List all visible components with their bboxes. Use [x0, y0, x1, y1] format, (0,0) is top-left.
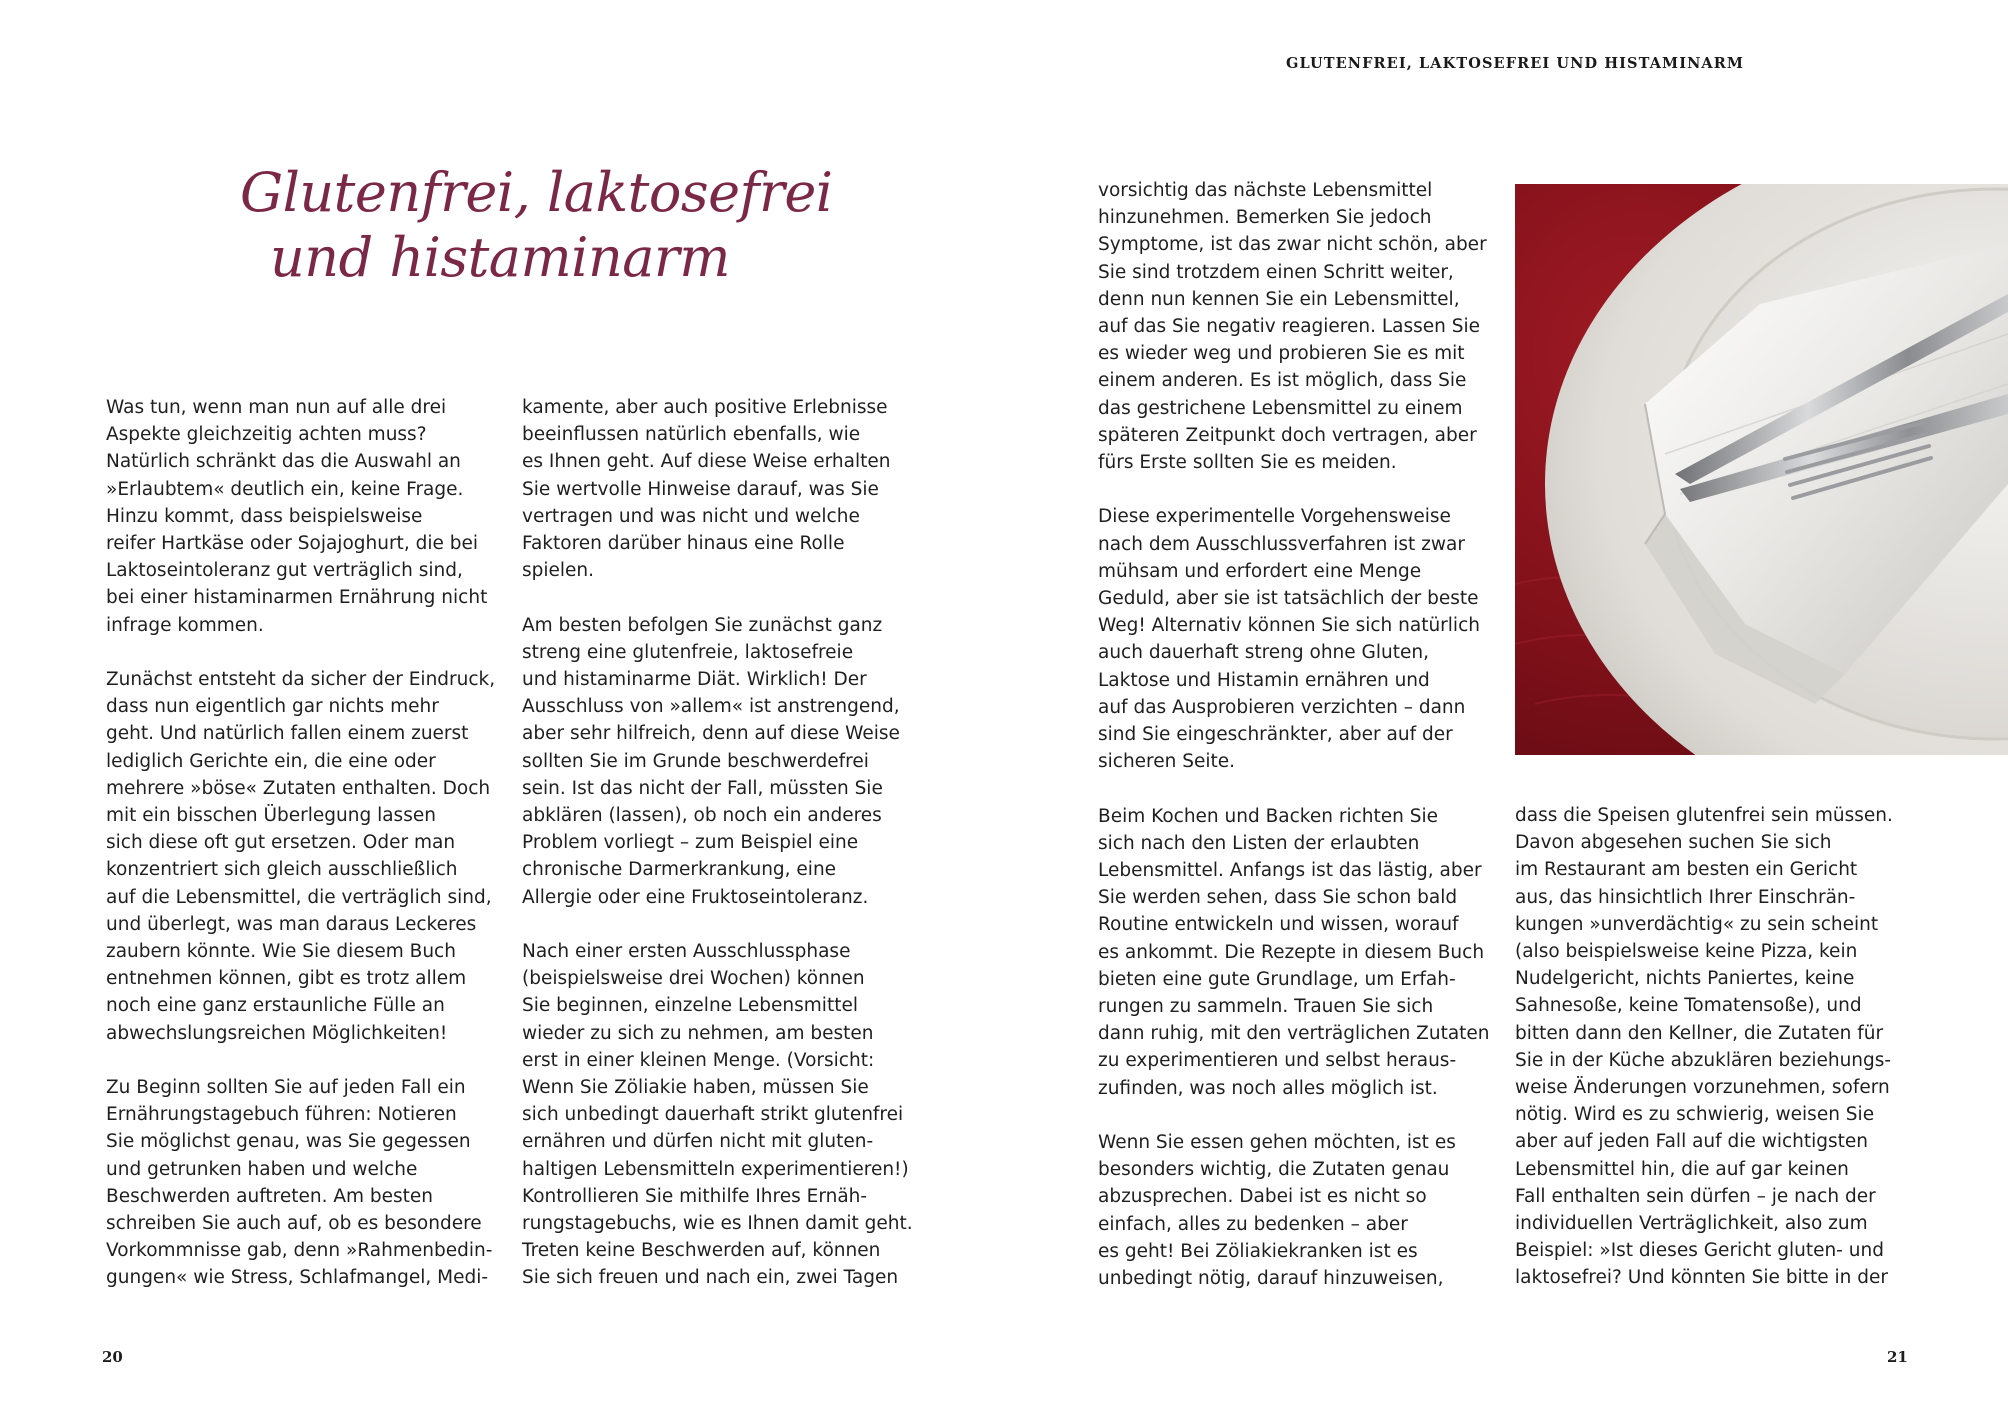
paragraph: dass die Speisen glutenfrei sein müssen. Davon abgesehen suchen Sie sich im Restaurant am besten ein Gericht aus, das hinsichtlich Ihrer Einschrän- kungen »unverdächtig« zu sein scheint (also beispielsweise keine Pizza, kein Nudelgericht, nichts Paniertes, keine Sahnesoße, keine Tomatensoße), und bitten dann den Kellner, die Zutaten für Sie in der Küche abzuklären beziehungs- weise Änderungen vorzunehmen, sofern nötig. Wird es zu schwierig, weisen Sie aber auf jeden Fall auf die wichtigsten Lebensmittel hin, die auf gar keinen Fall enthalten sein dürfen – je nach der individuellen Verträglichkeit, also zum Beispiel: »Ist dieses Gericht gluten- und laktosefrei? Und könnten Sie bitte in der [1515, 805, 1893, 1289]
chapter-title-line-1: Glutenfrei, laktosefrei [240, 161, 833, 224]
text-column-1 [106, 394, 506, 1292]
chapter-title [240, 160, 833, 290]
paragraph: Am besten befolgen Sie zunächst ganz streng eine glutenfreie, laktosefreie und histaminarme Diät. Wirklich! Der Ausschluss von »allem« ist anstrengend, aber sehr hilfreich, denn auf diese Weise sollten Sie im Grunde beschwerdefrei sein. Ist das nicht der Fall, müssten Sie abklären (lassen), ob noch ein anderes Problem vorliegt – zum Beispiel eine chronische Darmerkrankung, eine Allergie oder eine Fruktoseintoleranz. [522, 614, 900, 908]
paragraph: Nach einer ersten Ausschlussphase (beispielsweise drei Wochen) können Sie beginnen, einzelne Lebensmittel wieder zu sich zu nehmen, am besten erst in einer kleinen Menge. (Vorsicht: Wenn Sie Zöliakie haben, müssen Sie sich unbedingt dauerhaft strikt glutenfrei ernähren und dürfen nicht mit gluten- haltigen Lebensmitteln experimentieren!) Kontrollieren Sie mithilfe Ihres Ernäh- rungstagebuchs, wie es Ihnen damit geht. Treten keine Beschwerden auf, können Sie sich freuen und nach ein, zwei Tagen [522, 941, 913, 1289]
paragraph: kamente, aber auch positive Erlebnisse beeinflussen natürlich ebenfalls, wie es Ihnen geht. Auf diese Weise erhalten Sie wertvolle Hinweise darauf, was Sie vertragen und was nicht und welche Faktoren darüber hinaus eine Rolle spielen. [522, 397, 891, 582]
text-column-2 [522, 394, 922, 1292]
text-column-3 [1098, 177, 1498, 1292]
paragraph: Was tun, wenn man nun auf alle drei Aspekte gleichzeitig achten muss? Natürlich schränkt das die Auswahl an »Erlaubtem« deutlich ein, keine Frage. Hinzu kommt, dass beispielsweise reifer Hartkäse oder Sojajoghurt, die bei Laktoseintoleranz gut verträglich sind, bei einer histaminarmen Ernährung nicht infrage kommen. [106, 397, 488, 636]
paragraph: Diese experimentelle Vorgehensweise nach dem Ausschlussverfahren ist zwar mühsam und erfordert eine Menge Geduld, aber sie ist tatsächlich der beste Weg! Alternativ können Sie sich natürlich auch dauerhaft streng ohne Gluten, Laktose und Histamin ernähren und auf das Ausprobieren verzichten – dann sind Sie eingeschränkter, aber auf der sicheren Seite. [1098, 506, 1480, 773]
paragraph: Wenn Sie essen gehen möchten, ist es besonders wichtig, die Zutaten genau abzusprechen. Dabei ist es nicht so einfach, alles zu bedenken – aber es geht! Bei Zöliakiekranken ist es unbedingt nötig, darauf hinzuweisen, [1098, 1132, 1456, 1290]
paragraph: Zunächst entsteht da sicher der Eindruck, dass nun eigentlich gar nichts mehr geht. Und natürlich fallen einem zuerst lediglich Gerichte ein, die eine oder mehrere »böse« Zutaten enthalten. Doch mit ein bisschen Überlegung lassen sich diese oft gut ersetzen. Oder man konzentriert sich gleich ausschließlich auf die Lebensmittel, die verträglich sind, und überlegt, was man daraus Leckeres zaubern könnte. Wie Sie diesem Buch entnehmen können, gibt es trotz allem noch eine ganz erstaunliche Fülle an abwechslungsreichen Möglichkeiten! [106, 669, 496, 1044]
plate-photo [1515, 184, 2008, 755]
text-column-4 [1515, 802, 1915, 1292]
page-number-right: 21 [1887, 1348, 1908, 1366]
paragraph: Zu Beginn sollten Sie auf jeden Fall ein Ernährungstagebuch führen: Notieren Sie möglichst genau, was Sie gegessen und getrunken haben und welche Beschwerden auftreten. Am besten schreiben Sie auch auf, ob es besondere Vorkommnisse gab, denn »Rahmenbedin- gungen« wie Stress, Schlafmangel, Medi- [106, 1077, 493, 1289]
page-number-left: 20 [102, 1348, 123, 1366]
running-head: GLUTENFREI, LAKTOSEFREI UND HISTAMINARM [1286, 55, 1745, 72]
plate-illustration [1515, 184, 2008, 755]
chapter-title-line-2: und histaminarm [270, 226, 730, 289]
paragraph: Beim Kochen und Backen richten Sie sich nach den Listen der erlaubten Lebensmittel. Anfangs ist das lästig, aber Sie werden sehen, dass Sie schon bald Routine entwickeln und wissen, worauf es ankommt. Die Rezepte in diesem Buch bieten eine gute Grundlage, um Erfah- rungen zu sammeln. Trauen Sie sich dann ruhig, mit den verträglichen Zutaten zu experimentieren und selbst heraus- zufinden, was noch alles möglich ist. [1098, 805, 1490, 1099]
paragraph: vorsichtig das nächste Lebensmittel hinzunehmen. Bemerken Sie jedoch Symptome, ist das zwar nicht schön, aber Sie sind trotzdem einen Schritt weiter, denn nun kennen Sie ein Lebensmittel, auf das Sie negativ reagieren. Lassen Sie es wieder weg und probieren Sie es mit einem anderen. Es ist möglich, dass Sie das gestrichene Lebensmittel zu einem späteren Zeitpunkt doch vertragen, aber fürs Erste sollten Sie es meiden. [1098, 180, 1487, 474]
